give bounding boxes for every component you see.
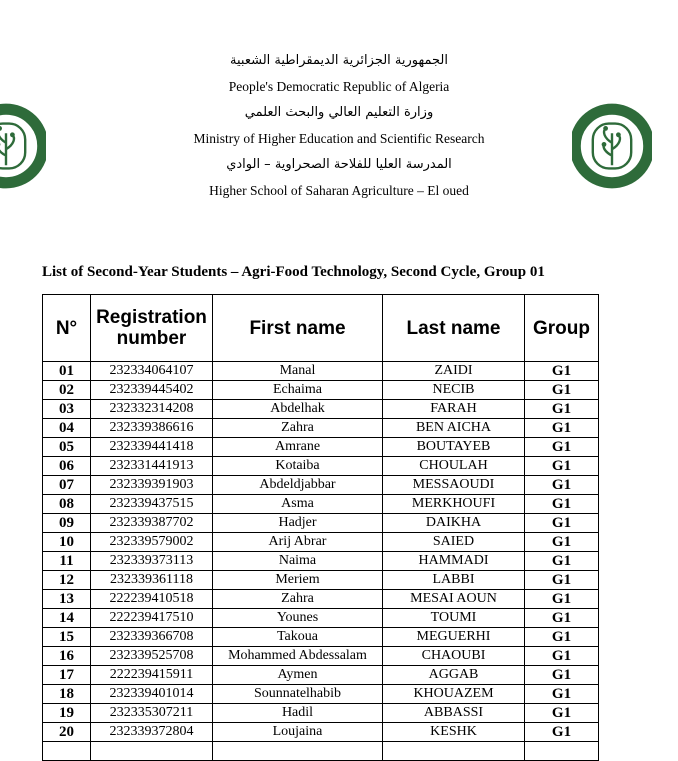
table-row (43, 400, 599, 419)
cell-number: 09 (43, 514, 91, 533)
arabic-republic-line: الجمهورية الجزائرية الديمقراطية الشعبية (0, 48, 678, 74)
table-row (43, 685, 599, 704)
cell-group: G1 (525, 514, 599, 533)
table-row (43, 362, 599, 381)
table-row (43, 704, 599, 723)
table-row (43, 666, 599, 685)
cell-registration: 232339386616 (91, 419, 213, 438)
col-header-number: N° (43, 295, 91, 362)
table-row (43, 514, 599, 533)
cell-registration: 232339437515 (91, 495, 213, 514)
cell-group: G1 (525, 723, 599, 742)
cell-first-name: Abdeldjabbar (213, 476, 383, 495)
cell-first-name: Naima (213, 552, 383, 571)
cell-registration: 232339387702 (91, 514, 213, 533)
table-row (43, 609, 599, 628)
cell-registration: 232335307211 (91, 704, 213, 723)
cell-number: 02 (43, 381, 91, 400)
cell-number: 17 (43, 666, 91, 685)
cell-number: 14 (43, 609, 91, 628)
cell-group: G1 (525, 666, 599, 685)
cell-number: 16 (43, 647, 91, 666)
cell-first-name: Zahra (213, 419, 383, 438)
cell-registration: 232339373113 (91, 552, 213, 571)
cell-registration: 232339525708 (91, 647, 213, 666)
cell-first-name: Echaima (213, 381, 383, 400)
col-header-group: Group (525, 295, 599, 362)
arabic-school-line: المدرسة العليا للفلاحة الصحراوية – الوادي (0, 152, 678, 178)
table-row (43, 628, 599, 647)
cell-empty (525, 742, 599, 761)
ministry-line: Ministry of Higher Education and Scientific Research (0, 126, 678, 152)
cell-group: G1 (525, 400, 599, 419)
cell-number: 03 (43, 400, 91, 419)
cell-last-name: TOUMI (383, 609, 525, 628)
arabic-ministry-line: وزارة التعليم العالي والبحث العلمي (0, 100, 678, 126)
cell-last-name: BOUTAYEB (383, 438, 525, 457)
cell-first-name: Abdelhak (213, 400, 383, 419)
cell-group: G1 (525, 609, 599, 628)
cell-last-name: MERKHOUFI (383, 495, 525, 514)
cell-last-name: MESAI AOUN (383, 590, 525, 609)
cell-last-name: ZAIDI (383, 362, 525, 381)
col-header-last-name: Last name (383, 295, 525, 362)
cell-last-name: DAIKHA (383, 514, 525, 533)
cell-registration: 232339445402 (91, 381, 213, 400)
col-header-first-name: First name (213, 295, 383, 362)
cell-first-name: Meriem (213, 571, 383, 590)
cell-empty (213, 742, 383, 761)
cell-registration: 232339361118 (91, 571, 213, 590)
cell-last-name: CHOULAH (383, 457, 525, 476)
cell-first-name: Kotaiba (213, 457, 383, 476)
cell-last-name: ABBASSI (383, 704, 525, 723)
cell-last-name: FARAH (383, 400, 525, 419)
cell-number: 11 (43, 552, 91, 571)
cell-last-name: MEGUERHI (383, 628, 525, 647)
table-row (43, 438, 599, 457)
cell-group: G1 (525, 533, 599, 552)
cell-number: 07 (43, 476, 91, 495)
cell-last-name: KHOUAZEM (383, 685, 525, 704)
cell-group: G1 (525, 685, 599, 704)
cell-registration: 232332314208 (91, 400, 213, 419)
table-body (43, 362, 599, 761)
cell-registration: 232339366708 (91, 628, 213, 647)
cell-first-name: Amrane (213, 438, 383, 457)
cell-registration: 232339401014 (91, 685, 213, 704)
cell-registration: 232334064107 (91, 362, 213, 381)
cell-registration: 222239410518 (91, 590, 213, 609)
cell-last-name: MESSAOUDI (383, 476, 525, 495)
cell-number: 01 (43, 362, 91, 381)
cell-empty (43, 742, 91, 761)
cell-first-name: Takoua (213, 628, 383, 647)
cell-group: G1 (525, 457, 599, 476)
cell-last-name: BEN AICHA (383, 419, 525, 438)
cell-registration: 232331441913 (91, 457, 213, 476)
cell-first-name: Mohammed Abdessalam (213, 647, 383, 666)
cell-first-name: Aymen (213, 666, 383, 685)
cell-registration: 232339441418 (91, 438, 213, 457)
cell-group: G1 (525, 362, 599, 381)
cell-number: 13 (43, 590, 91, 609)
cell-number: 10 (43, 533, 91, 552)
cell-registration: 232339391903 (91, 476, 213, 495)
cell-last-name: LABBI (383, 571, 525, 590)
school-line: Higher School of Saharan Agriculture – El oued (0, 178, 678, 204)
cell-group: G1 (525, 590, 599, 609)
cell-group: G1 (525, 476, 599, 495)
cell-first-name: Sounnatelhabib (213, 685, 383, 704)
table-row (43, 590, 599, 609)
cell-first-name: Younes (213, 609, 383, 628)
table-row (43, 571, 599, 590)
table-row (43, 381, 599, 400)
table-row (43, 647, 599, 666)
cell-number: 05 (43, 438, 91, 457)
cell-group: G1 (525, 419, 599, 438)
cell-last-name: HAMMADI (383, 552, 525, 571)
cell-group: G1 (525, 704, 599, 723)
cell-number: 06 (43, 457, 91, 476)
cell-empty (383, 742, 525, 761)
cell-first-name: Manal (213, 362, 383, 381)
cell-number: 19 (43, 704, 91, 723)
republic-line: People's Democratic Republic of Algeria (0, 74, 678, 100)
table-row (43, 419, 599, 438)
cell-registration: 232339579002 (91, 533, 213, 552)
document-title: List of Second-Year Students – Agri-Food Technology, Second Cycle, Group 01 (42, 264, 545, 281)
cell-group: G1 (525, 647, 599, 666)
cell-number: 18 (43, 685, 91, 704)
cell-number: 04 (43, 419, 91, 438)
cell-number: 08 (43, 495, 91, 514)
cell-first-name: Loujaina (213, 723, 383, 742)
cell-number: 12 (43, 571, 91, 590)
cell-group: G1 (525, 552, 599, 571)
cell-number: 20 (43, 723, 91, 742)
cell-group: G1 (525, 628, 599, 647)
school-logo-right (572, 98, 652, 194)
cell-last-name: KESHK (383, 723, 525, 742)
cell-first-name: Hadjer (213, 514, 383, 533)
table-row (43, 552, 599, 571)
table-row (43, 476, 599, 495)
cell-registration: 232339372804 (91, 723, 213, 742)
table-row (43, 457, 599, 476)
col-header-registration: Registration number (91, 295, 213, 362)
table-header-row (43, 295, 599, 362)
table-row-partial (43, 742, 599, 761)
cell-first-name: Asma (213, 495, 383, 514)
cell-registration: 222239415911 (91, 666, 213, 685)
table-row (43, 723, 599, 742)
cell-number: 15 (43, 628, 91, 647)
student-table (42, 294, 599, 761)
school-logo-left (0, 98, 46, 194)
cell-first-name: Arij Abrar (213, 533, 383, 552)
cell-group: G1 (525, 495, 599, 514)
cell-last-name: NECIB (383, 381, 525, 400)
table-row (43, 533, 599, 552)
cell-first-name: Hadil (213, 704, 383, 723)
cell-last-name: CHAOUBI (383, 647, 525, 666)
cell-last-name: AGGAB (383, 666, 525, 685)
cell-last-name: SAIED (383, 533, 525, 552)
cell-group: G1 (525, 438, 599, 457)
table-row (43, 495, 599, 514)
cell-first-name: Zahra (213, 590, 383, 609)
cell-empty (91, 742, 213, 761)
cell-group: G1 (525, 571, 599, 590)
cell-group: G1 (525, 381, 599, 400)
cell-registration: 222239417510 (91, 609, 213, 628)
